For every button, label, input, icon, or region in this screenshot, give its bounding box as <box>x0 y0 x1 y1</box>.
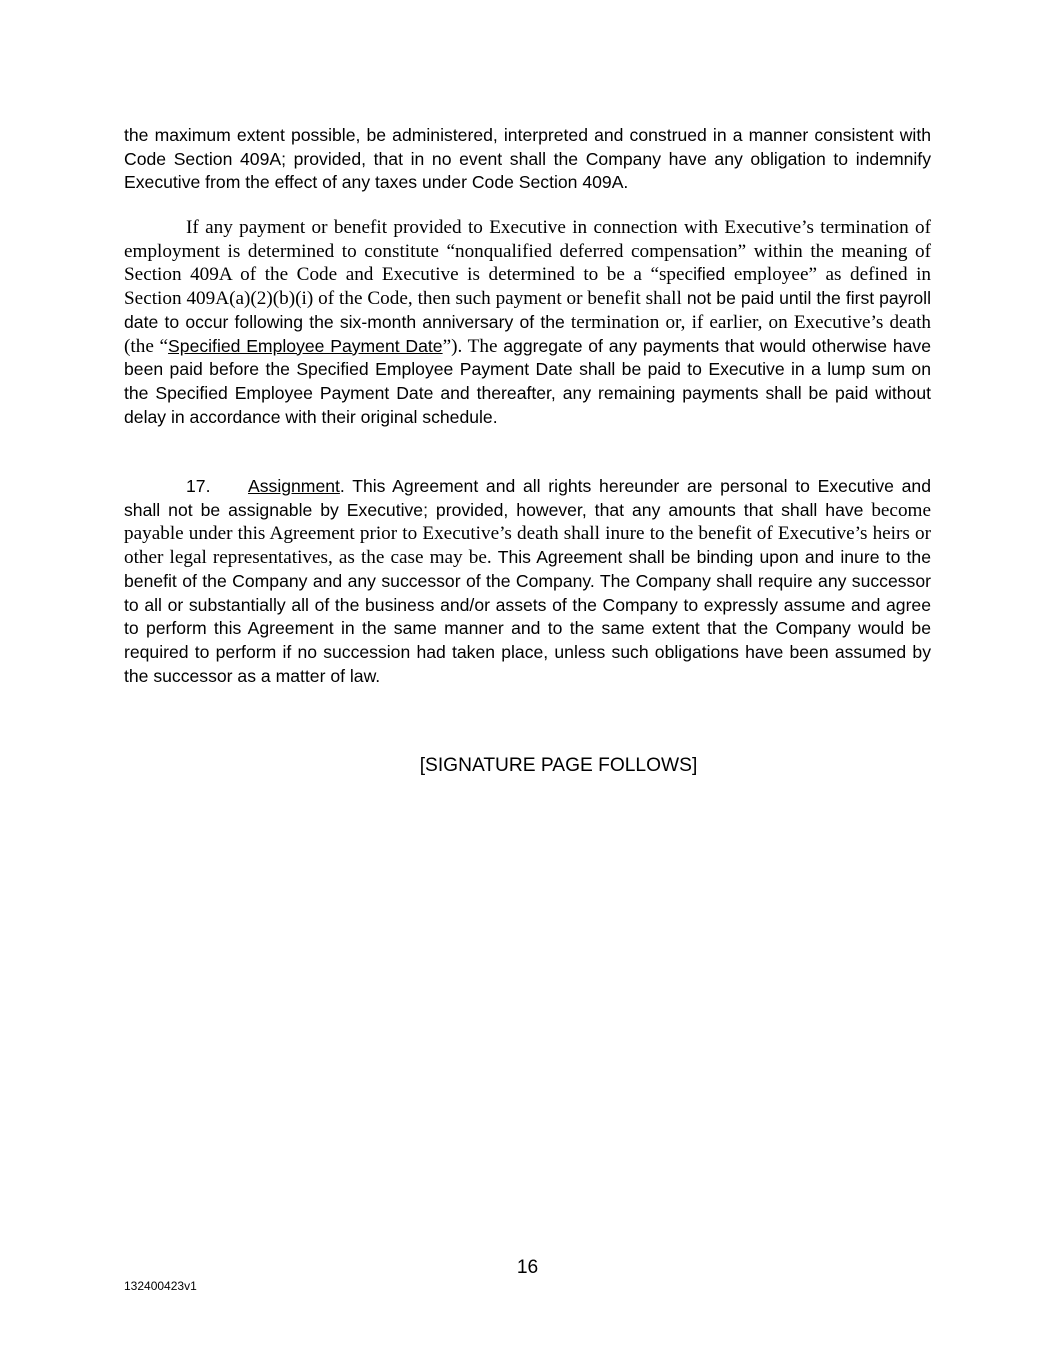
paragraph-text: the maximum extent possible, be administered, interpreted and construed in a manner consistent with Code Section 409A; provided, that in no event shall the Company have any obligation to indemnify Executive from the effect of any taxes under Code Section 409A. <box>124 125 931 193</box>
paragraph-text: ified <box>693 264 726 285</box>
paragraph-text-serif: become payable under this Agreement prior to Executive’s death shall inure to the benefit of Executive’s heirs or other legal representatives, as the case may be. <box>124 499 931 569</box>
paragraph-text: This Agreement shall be binding upon and inure to the benefit of the Company and any successor of the Company. The Company shall require any successor to all or substantially all of the business and/or assets of the Company to expressly assume and agree to perform this Agreement in the same manner and to the same extent that the Company would be required to perform if no succession had taken place, unless such obligations have been assumed by the successor as a matter of law. <box>124 547 931 686</box>
paragraph-text-serif: employee” as defined in Section 409A(a)(2)(b)(i) of the Code, then such payment or benefit shall <box>124 264 931 310</box>
paragraph-text: not be paid until the first payroll date to occur following the six-month anniversary of the <box>124 288 931 332</box>
document-id: 132400423v1 <box>124 1279 197 1293</box>
paragraph-text-serif: termination or, if earlier, on Executive’s death (the “ <box>124 311 932 357</box>
page-number: 16 <box>516 1257 539 1278</box>
paragraph-text: . This Agreement and all rights hereunder are personal to Executive and shall not be assignable by Executive; provided, however, that any amounts that shall have <box>124 476 931 520</box>
paragraph-specified-employee <box>124 216 931 429</box>
signature-page-note: [SIGNATURE PAGE FOLLOWS] <box>419 755 698 776</box>
paragraph-assignment <box>124 475 931 688</box>
paragraph-text-serif: ”). The <box>442 335 498 357</box>
section-heading: Assignment <box>248 476 340 496</box>
paragraph-409a-compliance <box>124 124 931 195</box>
section-number: 17. <box>186 476 211 496</box>
defined-term: Specified Employee Payment Date <box>168 335 443 356</box>
paragraph-text-serif: If any payment or benefit provided to Executive in connection with Executive’s termination of employment is determined to constitute “nonqualified deferred compensation” within the meaning of Section 409A of the Code and Executive is determined to be a “spec <box>124 217 931 286</box>
paragraph-text: aggregate of any payments that would otherwise have been paid before the Specified Employee Payment Date shall be paid to Executive in a lump sum on the Specified Employee Payment Date and thereafter, any remaining payments shall be paid without delay in accordance with their original schedule. <box>124 335 931 427</box>
